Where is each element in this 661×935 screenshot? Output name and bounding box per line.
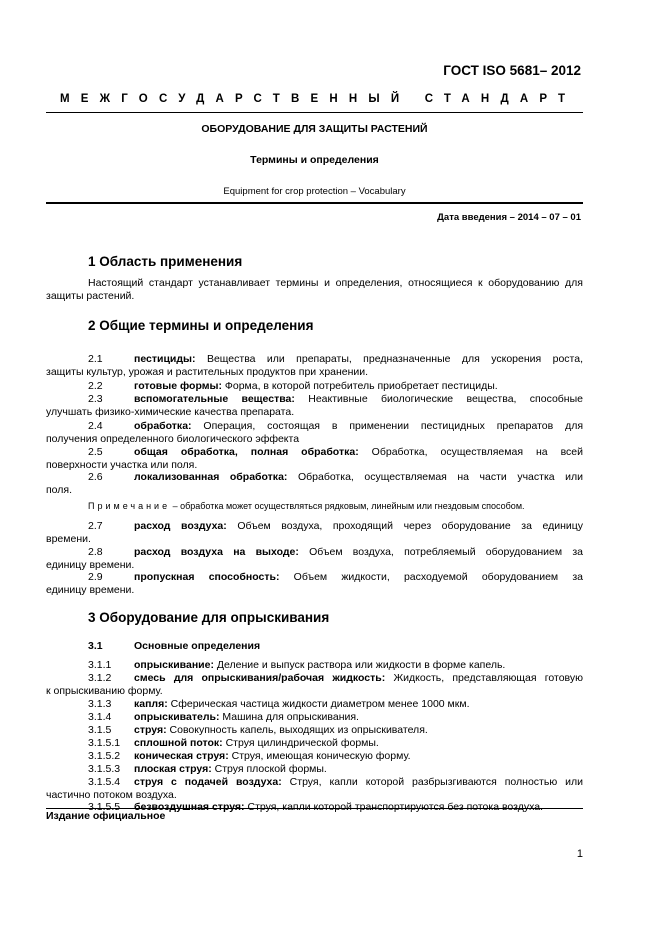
term-name: вспомогательные вещества:: [134, 393, 295, 405]
section-2-heading: 2 Общие термины и определения: [88, 318, 314, 333]
term-name: пропускная способность:: [134, 571, 280, 583]
official-edition-label: Издание официальное: [46, 810, 166, 822]
term-name: коническая струя:: [134, 750, 229, 762]
term-definition: Струя, капли которой транспортируются без потока воздуха.: [247, 801, 544, 813]
term-number: 3.1.4: [88, 711, 112, 723]
term-definition-continued: поверхности участка или поля.: [46, 458, 198, 471]
subsection-title: Основные определения: [134, 640, 261, 652]
term-name: безвоздушная струя:: [134, 801, 245, 813]
term-definition: Струя плоской формы.: [214, 763, 327, 775]
term-definition: Обработка, осуществляемая на всей: [371, 446, 583, 458]
term-entry: [46, 571, 583, 596]
section-3-heading: 3 Оборудование для опрыскивания: [88, 610, 330, 625]
term-number: 3.1.5.1: [88, 737, 121, 749]
term-name: струя:: [134, 724, 167, 736]
term-definition-continued: поля.: [46, 483, 73, 496]
header-divider: [46, 112, 583, 113]
term-name: локализованная обработка:: [134, 471, 288, 483]
note: [88, 501, 583, 511]
note-label: Примечание: [88, 501, 171, 511]
term-definition-continued: защиты культур, урожая и растительных продуктов при хранении.: [46, 365, 369, 378]
term-definition: Сферическая частица жидкости диаметром менее 1000 мкм.: [170, 698, 470, 710]
introduction-date: Дата введения – 2014 – 07 – 01: [437, 212, 581, 223]
title-divider: [46, 202, 583, 204]
term-number: 2.4: [88, 420, 103, 432]
term-definition: Форма, в которой потребитель приобретает пестициды.: [224, 380, 498, 392]
term-definition: Объем воздуха, проходящий через оборудование за единицу: [237, 520, 584, 532]
term-number: 2.5: [88, 446, 103, 458]
term-definition: Струя, имеющая коническую форму.: [231, 750, 411, 762]
term-entry: [46, 737, 583, 750]
term-number: 2.8: [88, 546, 103, 558]
standard-number: ГОСТ ISO 5681– 2012: [443, 63, 581, 78]
term-number: 3.1.5: [88, 724, 112, 736]
term-definition: Обработка, осуществляемая на части участка или: [297, 471, 583, 483]
footer-divider: [46, 808, 583, 809]
document-subtitle: Термины и определения: [250, 154, 379, 166]
term-entry: [46, 776, 583, 801]
term-definition: Вещества или препараты, предназначенные для ускорения роста,: [206, 353, 583, 365]
term-entry: [46, 446, 583, 471]
note-text: – обработка может осуществляться рядковым, линейным или гнездовым способом.: [170, 501, 525, 511]
term-number: 2.3: [88, 393, 103, 405]
term-definition-continued: частично потоком воздуха.: [46, 788, 177, 801]
term-name: расход воздуха на выходе:: [134, 546, 299, 558]
term-name: капля:: [134, 698, 168, 710]
term-name: общая обработка, полная обработка:: [134, 446, 359, 458]
term-name: смесь для опрыскивания/рабочая жидкость:: [134, 672, 386, 684]
term-entry: [46, 659, 583, 672]
term-number: 3.1.5.5: [88, 801, 121, 813]
term-definition: Совокупность капель, выходящих из опрыскивателя.: [169, 724, 428, 736]
term-entry: [46, 672, 583, 697]
term-number: 3.1.5.2: [88, 750, 121, 762]
term-name: струя с подачей воздуха:: [134, 776, 282, 788]
term-name: плоская струя:: [134, 763, 212, 775]
term-entry: [46, 380, 583, 393]
term-definition: Струя цилиндрической формы.: [225, 737, 379, 749]
term-name: сплошной поток:: [134, 737, 223, 749]
term-entry: [46, 520, 583, 545]
term-entry: [46, 763, 583, 776]
document-title-english: Equipment for crop protection – Vocabulary: [223, 186, 406, 197]
term-definition: Объем жидкости, расходуемой оборудованием за: [293, 571, 583, 583]
term-entry: [46, 698, 583, 711]
term-number: 3.1.5.3: [88, 763, 121, 775]
term-name: опрыскиватель:: [134, 711, 220, 723]
term-number: 2.2: [88, 380, 103, 392]
term-definition-continued: времени.: [46, 532, 91, 545]
subsection-number: 3.1: [88, 640, 103, 652]
term-entry: [46, 420, 583, 445]
term-definition: Жидкость, представляющая готовую: [393, 672, 584, 684]
term-definition-continued: к опрыскиванию форму.: [46, 684, 163, 697]
term-number: 3.1.2: [88, 672, 112, 684]
term-entry: [46, 711, 583, 724]
term-entry: [46, 724, 583, 737]
term-name: пестициды:: [134, 353, 196, 365]
term-entry: [46, 353, 583, 378]
interstate-standard-banner: МЕЖГОСУДАРСТВЕННЫЙ СТАНДАРТ: [60, 93, 577, 105]
term-definition: Машина для опрыскивания.: [222, 711, 359, 723]
section-1-text: Настоящий стандарт устанавливает термины и определения, относящиеся к оборудованию для защиты растений.: [46, 277, 583, 302]
term-definition-continued: единицу времени.: [46, 583, 135, 596]
term-definition-continued: улучшать физико-химические качества препарата.: [46, 405, 295, 418]
term-definition-continued: получения определенного биологического эффекта: [46, 432, 300, 445]
subsection-3-1-heading: [88, 640, 260, 652]
section-1-heading: 1 Область применения: [88, 254, 243, 269]
term-entry: [46, 750, 583, 763]
term-number: 3.1.5.4: [88, 776, 121, 788]
term-definition: Операция, состоящая в применении пестицидных препаратов для: [203, 420, 584, 432]
term-name: расход воздуха:: [134, 520, 227, 532]
term-entry: [46, 393, 583, 418]
term-number: 2.7: [88, 520, 103, 532]
term-definition: Струя, капли которой разбрызгиваются полностью или: [289, 776, 583, 788]
term-entry: [46, 471, 583, 496]
term-name: опрыскивание:: [134, 659, 214, 671]
term-definition: Объем воздуха, потребляемый оборудованием за: [309, 546, 583, 558]
page-number: 1: [576, 848, 583, 860]
term-definition: Неактивные биологические вещества, способные: [308, 393, 583, 405]
term-number: 2.6: [88, 471, 103, 483]
term-name: обработка:: [134, 420, 192, 432]
term-number: 2.9: [88, 571, 103, 583]
term-definition: Деление и выпуск раствора или жидкости в форме капель.: [216, 659, 506, 671]
term-entry: [46, 546, 583, 571]
document-title: ОБОРУДОВАНИЕ ДЛЯ ЗАЩИТЫ РАСТЕНИЙ: [201, 123, 428, 135]
term-number: 2.1: [88, 353, 103, 365]
term-number: 3.1.3: [88, 698, 112, 710]
term-number: 3.1.1: [88, 659, 112, 671]
term-definition-continued: единицу времени.: [46, 558, 135, 571]
term-name: готовые формы:: [134, 380, 222, 392]
